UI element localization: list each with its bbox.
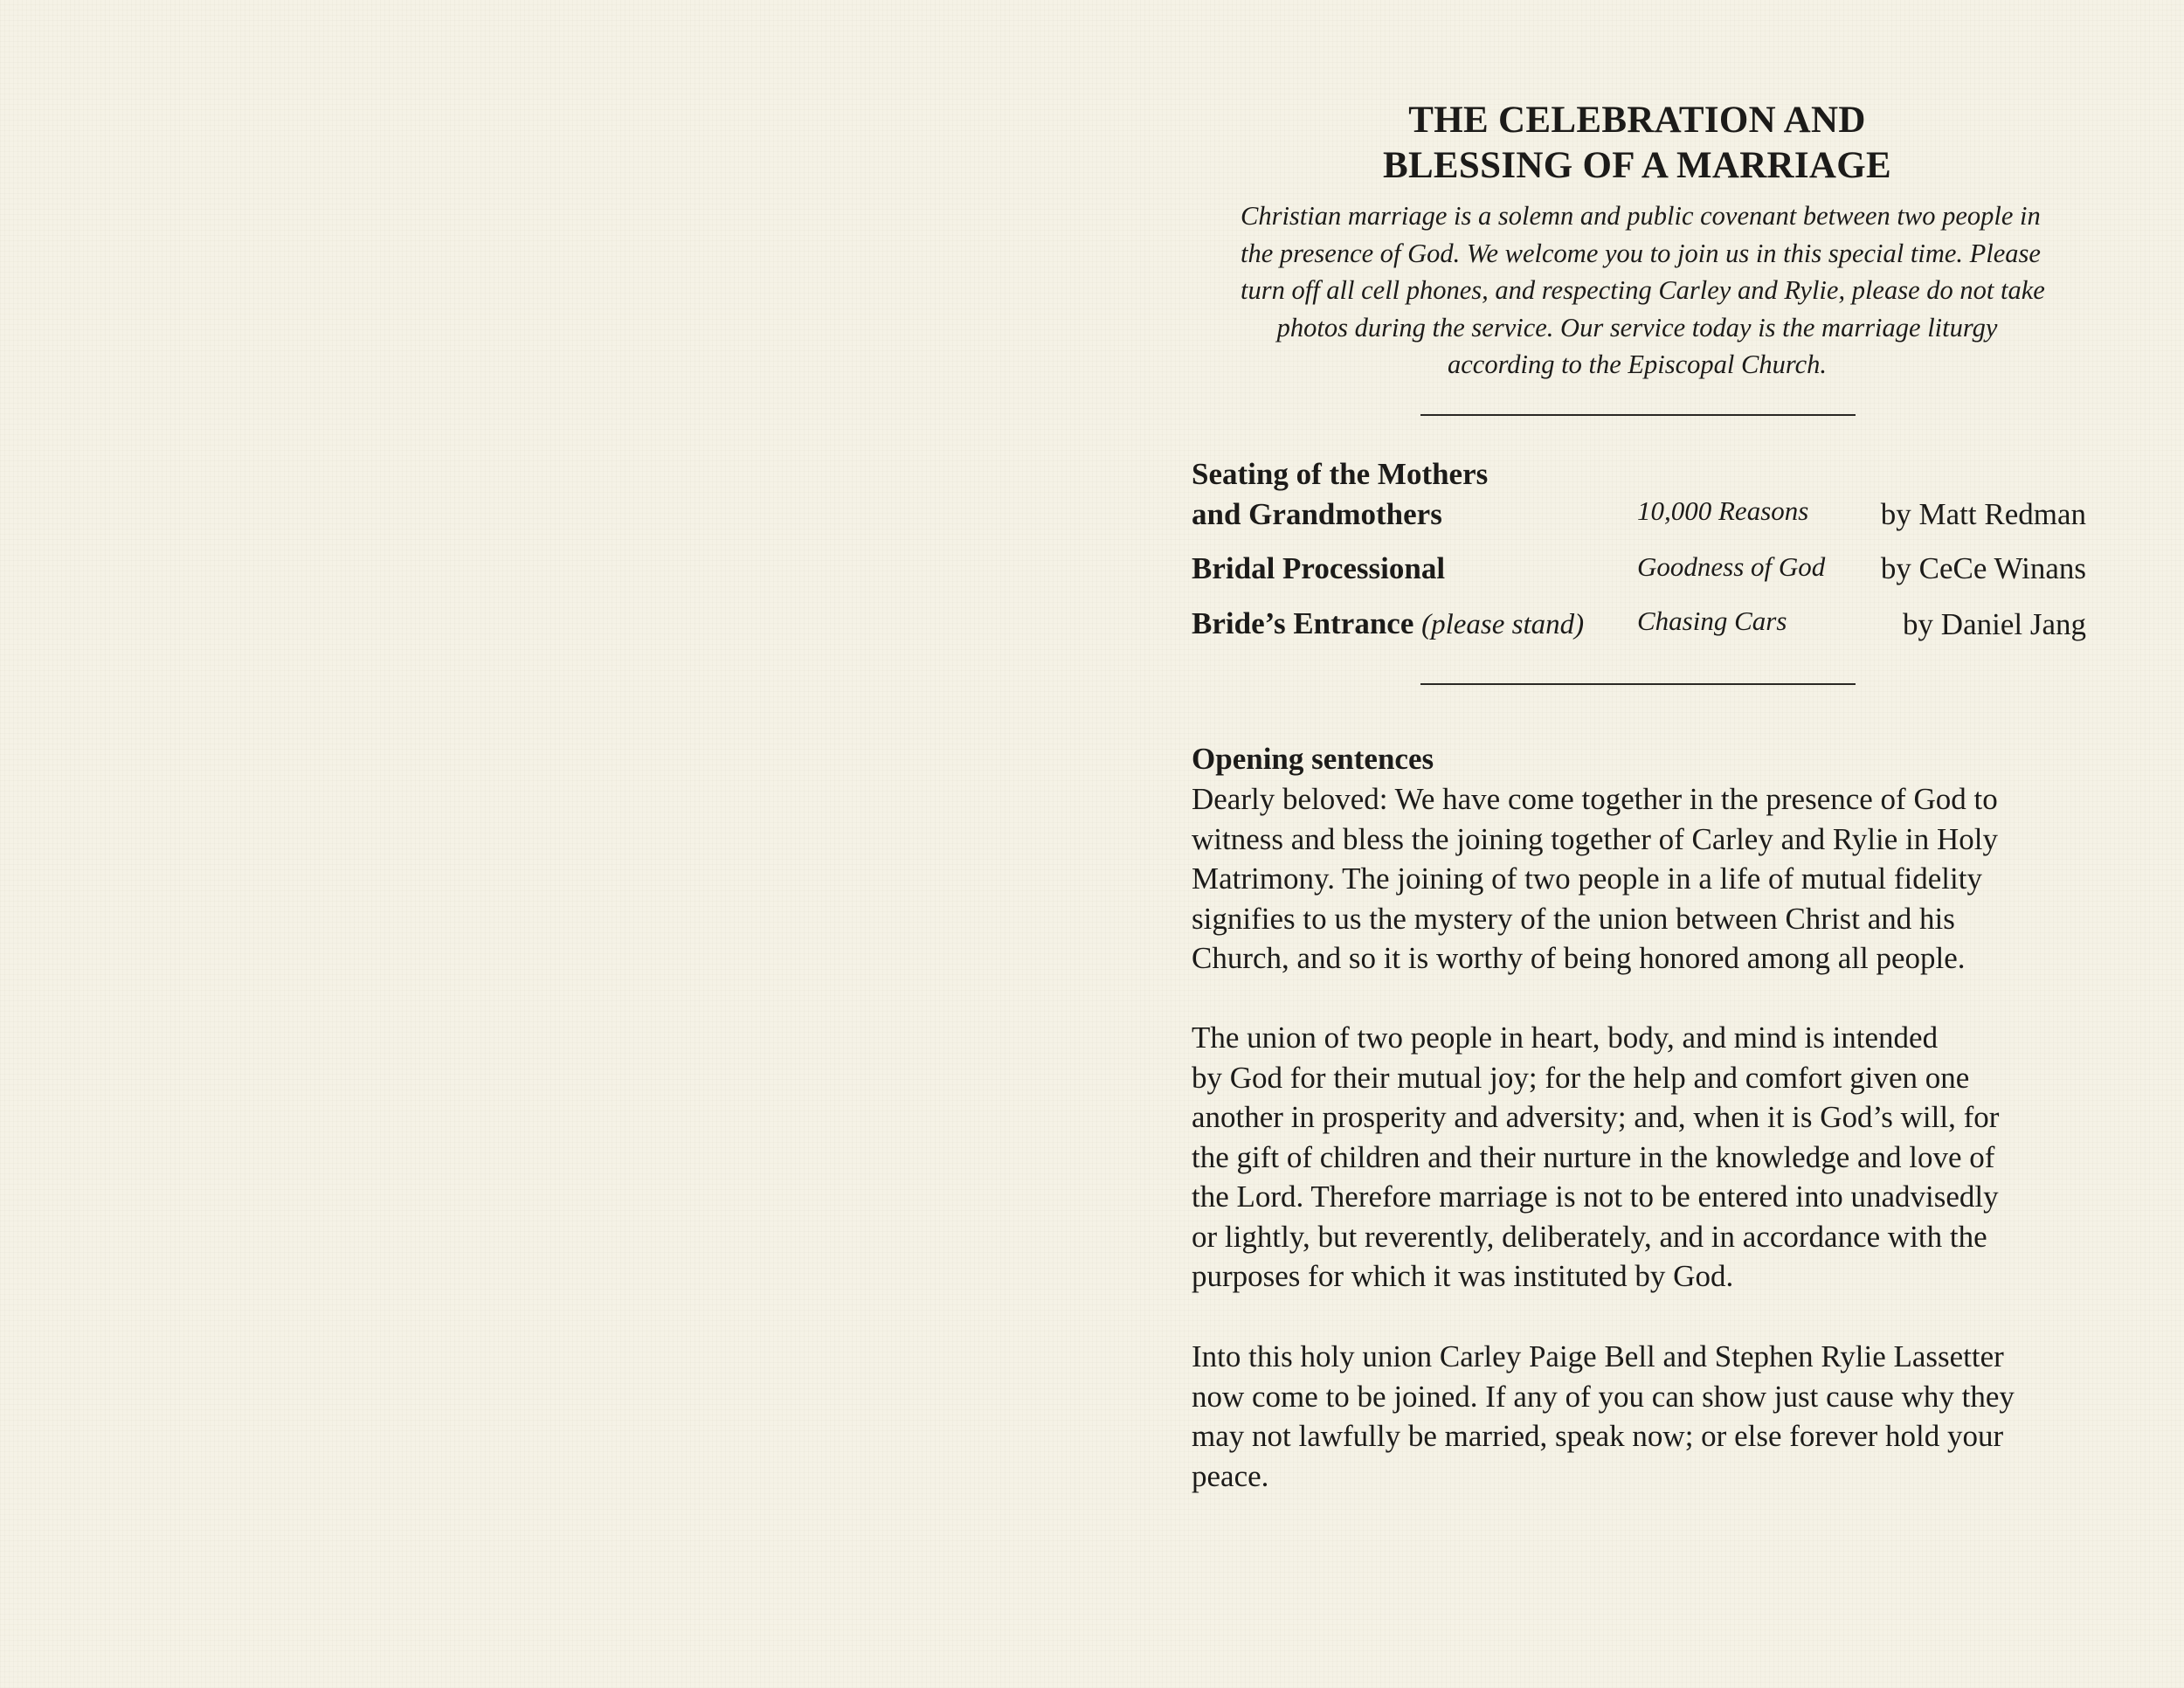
intro-line: the presence of God. We welcome you to join us in this special time. Please: [1241, 238, 2041, 268]
processional-name-line: and Grandmothers: [1192, 497, 1442, 531]
paragraph-line: witness and bless the joining together of Carley and Rylie in Holy: [1192, 821, 1999, 856]
paragraph-line: purposes for which it was instituted by God.: [1192, 1259, 1734, 1293]
processional-name: [1192, 454, 1488, 535]
intro-line: photos during the service. Our service today is the marriage liturgy: [1276, 312, 1998, 342]
paragraph-line: signifies to us the mystery of the union between Christ and his: [1192, 901, 1955, 936]
paragraph-line: Church, and so it is worthy of being honored among all people.: [1192, 941, 1966, 975]
intro-paragraph: [1241, 197, 2045, 384]
processional-artist: by Daniel Jang: [1903, 607, 2086, 641]
processional-row-bridal: [1192, 549, 2086, 589]
processional-name: [1192, 604, 1584, 645]
divider-rule: [1420, 683, 1856, 685]
opening-paragraph: [1192, 779, 2091, 979]
opening-paragraph: [1192, 1018, 2091, 1297]
intro-line: according to the Episcopal Church.: [1448, 349, 1827, 379]
paragraph-line: Matrimony. The joining of two people in a life of mutual fidelity: [1192, 861, 1982, 896]
processional-row-seating: [1192, 454, 2086, 535]
paragraph-line: The union of two people in heart, body, and mind is intended: [1192, 1020, 1939, 1055]
program-page: [1192, 0, 2100, 1688]
intro-line: Christian marriage is a solemn and public covenant between two people in: [1241, 201, 2041, 231]
processional-note: (please stand): [1421, 609, 1585, 640]
title-line: THE CELEBRATION AND: [1408, 100, 1866, 141]
paragraph-line: another in prosperity and adversity; and, when it is God’s will, for: [1192, 1100, 2000, 1134]
paragraph-line: the Lord. Therefore marriage is not to be entered into unadvisedly: [1192, 1180, 1999, 1214]
processional-song: Goodness of God: [1637, 551, 1826, 582]
processional-artist: by CeCe Winans: [1880, 551, 2086, 585]
paragraph-line: Into this holy union Carley Paige Bell and Stephen Rylie Lassetter: [1192, 1339, 2004, 1373]
paragraph-line: or lightly, but reverently, deliberately, and in accordance with the: [1192, 1219, 1987, 1254]
paragraph-line: now come to be joined. If any of you can show just cause why they: [1192, 1379, 2015, 1414]
paragraph-line: by God for their mutual joy; for the help and comfort given one: [1192, 1060, 1970, 1095]
paragraph-line: may not lawfully be married, speak now; or else forever hold your: [1192, 1419, 2004, 1453]
intro-line: turn off all cell phones, and respecting Carley and Rylie, please do not take: [1241, 275, 2045, 305]
opening-paragraph: [1192, 1337, 2091, 1496]
divider-rule: [1420, 414, 1856, 416]
processional-row-brides-entrance: [1192, 605, 2086, 645]
processional-name-text: Bride’s Entrance: [1192, 606, 1414, 640]
paragraph-line: peace.: [1192, 1458, 1269, 1493]
page-title: [1192, 98, 2083, 189]
processional-name-line: Seating of the Mothers: [1192, 457, 1489, 491]
processional-name: Bridal Processional: [1192, 551, 1446, 585]
processional-song: Chasing Cars: [1637, 605, 1787, 636]
title-line: BLESSING OF A MARRIAGE: [1382, 145, 1892, 186]
processional-song: 10,000 Reasons: [1637, 495, 1809, 526]
processional-artist: by Matt Redman: [1880, 497, 2086, 531]
section-heading: Opening sentences: [1192, 742, 1434, 776]
paragraph-line: Dearly beloved: We have come together in the presence of God to: [1192, 782, 1998, 816]
paragraph-line: the gift of children and their nurture in the knowledge and love of: [1192, 1139, 1995, 1174]
